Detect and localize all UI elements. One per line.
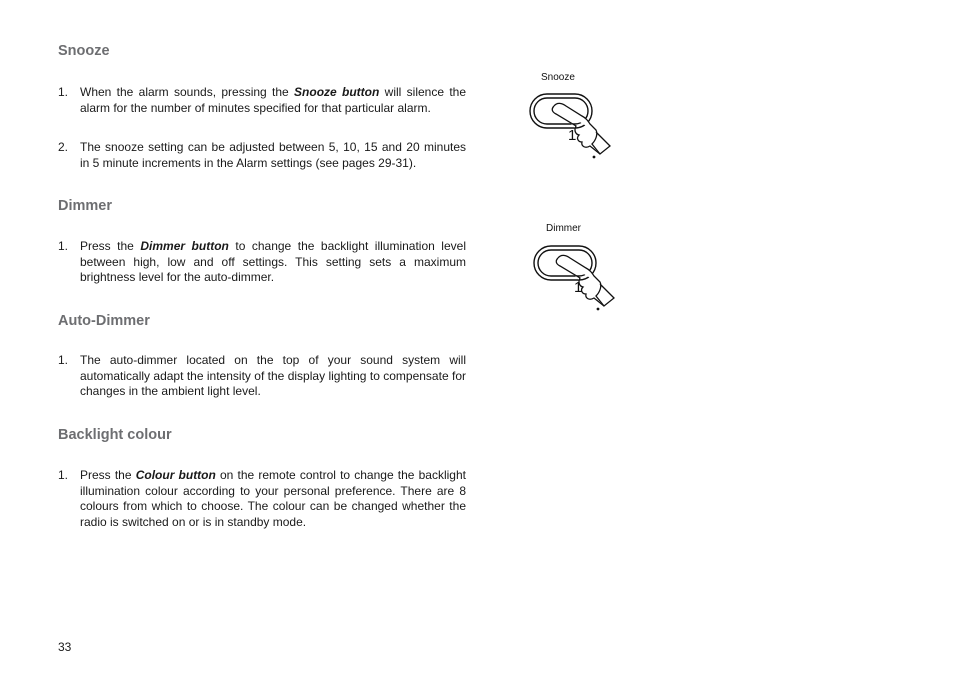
section-heading-auto-dimmer: Auto-Dimmer — [58, 313, 150, 329]
section-heading-dimmer: Dimmer — [58, 198, 112, 214]
item-text: When the alarm sounds, pressing the Snooze button will silence the alarm for the number of minutes specified for that particular alarm. — [80, 85, 467, 115]
step-number: 1 — [568, 127, 577, 144]
figure-label-snooze: Snooze — [541, 72, 575, 83]
step-number: 1 — [574, 279, 583, 296]
dimmer-button-term: Dimmer button — [140, 239, 229, 253]
figure-label-dimmer: Dimmer — [546, 223, 581, 234]
item-number: 1. — [58, 353, 69, 367]
list-item — [58, 85, 466, 116]
item-number: 1. — [58, 85, 69, 99]
item-text: Press the Dimmer button to change the backlight illumination level between high, low and off settings. This setting sets a maximum brightness level for the auto-dimmer. — [80, 239, 466, 284]
item-text: Press the Colour button on the remote control to change the backlight illumination colour according to your personal preference. There are 8 colours from which to choose. The colour can be changed whether the radio is switched on or is in standby mode. — [80, 468, 466, 529]
section-heading-backlight-colour: Backlight colour — [58, 427, 172, 443]
page-number: 33 — [58, 640, 72, 654]
list-item — [58, 353, 466, 400]
list-item — [58, 140, 466, 171]
snooze-button-term: Snooze button — [294, 85, 380, 99]
item-number: 1. — [58, 468, 69, 482]
hand-pressing-button-icon — [524, 88, 620, 172]
item-text: The snooze setting can be adjusted between 5, 10, 15 and 20 minutes in 5 minute increments in the Alarm settings (see pages 29-31). — [80, 140, 466, 170]
item-text: The auto-dimmer located on the top of your sound system will automatically adapt the intensity of the display lighting to compensate for changes in the ambient light level. — [80, 353, 466, 398]
item-number: 2. — [58, 140, 69, 154]
item-number: 1. — [58, 239, 69, 253]
list-item — [58, 468, 466, 530]
list-item — [58, 239, 466, 286]
hand-pressing-button-icon — [528, 240, 624, 324]
colour-button-term: Colour button — [135, 468, 216, 482]
section-heading-snooze: Snooze — [58, 43, 110, 59]
